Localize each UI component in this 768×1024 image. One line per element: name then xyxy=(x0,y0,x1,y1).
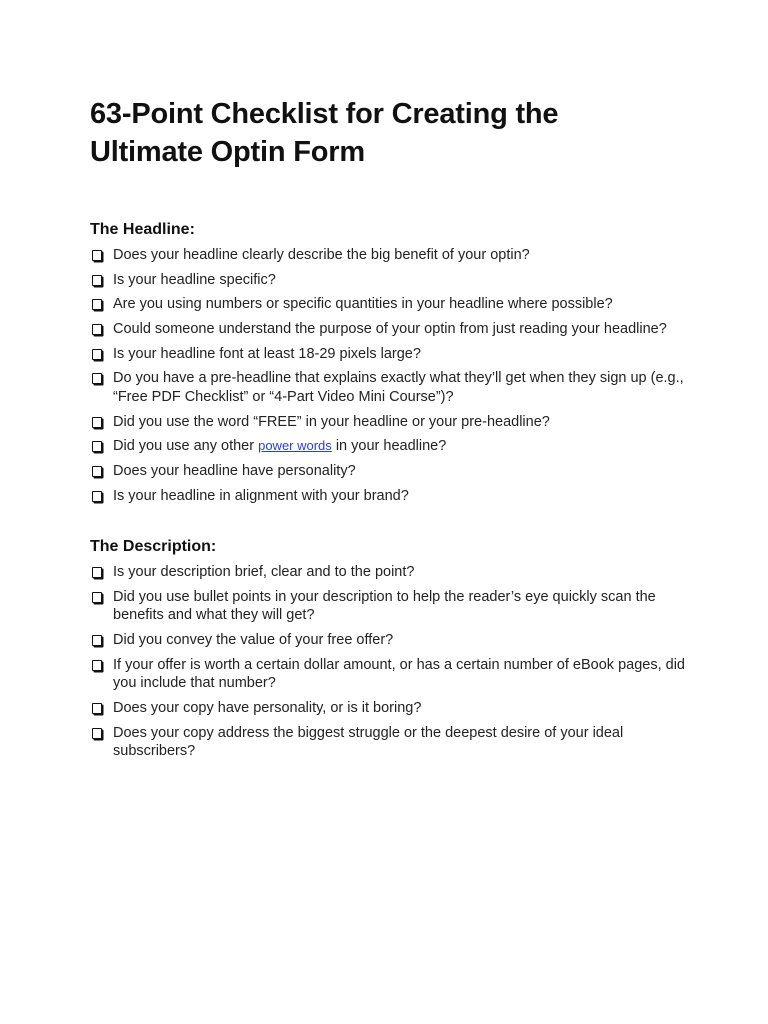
checklist-item-text: Does your headline have personality? xyxy=(113,463,356,479)
checklist-item xyxy=(90,487,690,506)
checkbox-icon[interactable] xyxy=(92,703,102,714)
checklist-item-text: Are you using numbers or specific quantities in your headline where possible? xyxy=(113,296,613,313)
checklist-item xyxy=(90,631,690,650)
checkbox-icon[interactable] xyxy=(92,728,102,739)
checklist-item-text: Does your copy have personality, or is it boring? xyxy=(113,699,422,716)
checklist-item xyxy=(90,563,690,582)
checklist-item xyxy=(90,295,690,314)
checkbox-icon[interactable] xyxy=(92,417,102,428)
page-title xyxy=(90,95,690,171)
checkbox-icon[interactable] xyxy=(92,592,102,603)
checklist-item-text: Is your headline specific? xyxy=(113,271,276,288)
checklist-item-text: Is your description brief, clear and to the point? xyxy=(113,564,415,581)
checklist-item xyxy=(90,437,690,456)
section-heading-description: The Description: xyxy=(90,538,217,556)
checklist-item xyxy=(90,271,690,290)
checkbox-icon[interactable] xyxy=(92,373,102,384)
title-line-1: 63-Point Checklist for Creating the xyxy=(90,98,559,130)
checkbox-icon[interactable] xyxy=(92,660,102,671)
checkbox-icon[interactable] xyxy=(92,635,102,646)
checkbox-icon[interactable] xyxy=(92,466,102,477)
checklist-item xyxy=(90,246,690,265)
checklist-item xyxy=(90,369,690,406)
checklist-item xyxy=(90,345,690,364)
checklist-item-text: Is your headline font at least 18-29 pixels large? xyxy=(113,345,421,362)
item-text-after-link: in your headline? xyxy=(331,438,447,455)
checklist-item-text: Does your copy address the biggest struggle or the deepest desire of your ideal subscribers? xyxy=(113,724,624,760)
checklist-item-text: Did you use the word “FREE” in your headline or your pre-headline? xyxy=(113,413,550,430)
checkbox-icon[interactable] xyxy=(92,441,102,452)
checklist-item xyxy=(90,320,690,339)
checklist-item-text: Could someone understand the purpose of your optin from just reading your headline? xyxy=(113,321,667,338)
title-line-2: Ultimate Optin Form xyxy=(90,136,365,168)
checklist-headline xyxy=(90,246,690,505)
checkbox-icon[interactable] xyxy=(92,567,102,578)
checkbox-icon[interactable] xyxy=(92,299,102,310)
document-page xyxy=(90,95,690,767)
checklist-item xyxy=(90,724,690,761)
checklist-item xyxy=(90,656,690,693)
checklist-item-text: Did you use bullet points in your description to help the reader’s eye quickly scan the benefits and what they will get? xyxy=(113,588,656,624)
section-heading-headline: The Headline: xyxy=(90,221,195,238)
checkbox-icon[interactable] xyxy=(92,324,102,335)
checkbox-icon[interactable] xyxy=(92,275,102,286)
checklist-item xyxy=(90,413,690,432)
checklist-item xyxy=(90,588,690,625)
checklist-item-text: Do you have a pre-headline that explains exactly what they’ll get when they sign up (e.g., “Free PDF Checklist” or “4-Part Video Mini Course”)? xyxy=(113,370,684,405)
checklist-item-text: Is your headline in alignment with your brand? xyxy=(113,487,409,504)
power-words-link[interactable]: power words xyxy=(258,438,332,454)
checklist-item xyxy=(90,699,690,718)
checklist-item-text xyxy=(113,437,690,456)
checklist-description xyxy=(90,563,690,760)
checkbox-icon[interactable] xyxy=(92,250,102,261)
checklist-item-text: If your offer is worth a certain dollar amount, or has a certain number of eBook pages, did you include that number? xyxy=(113,656,685,692)
checkbox-icon[interactable] xyxy=(92,491,102,502)
checklist-item xyxy=(90,462,690,481)
item-text-before-link: Did you use any other xyxy=(113,438,259,455)
checklist-item-text: Does your headline clearly describe the big benefit of your optin? xyxy=(113,247,530,263)
checkbox-icon[interactable] xyxy=(92,349,102,360)
checklist-item-text: Did you convey the value of your free offer? xyxy=(113,632,394,649)
